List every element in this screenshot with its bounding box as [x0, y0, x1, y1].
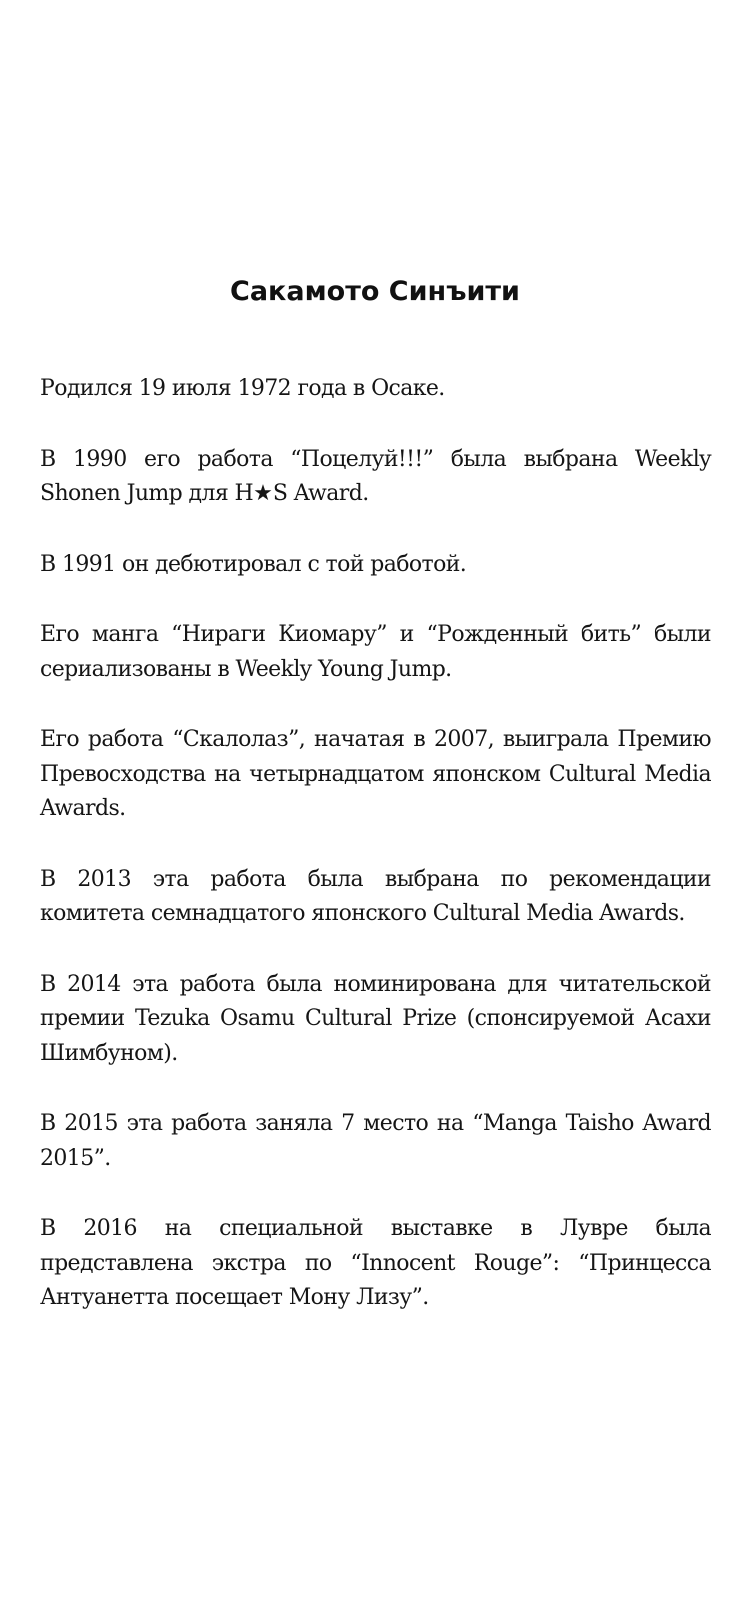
paragraph-2015: В 2015 эта работа заняла 7 место на “Manga Taisho Award 2015”. [40, 1111, 711, 1171]
paragraph-serialized: Его манга “Нираги Киомару” и “Рожденный бить” были сериализованы в Weekly Young Jump. [40, 622, 711, 682]
biography-text [40, 372, 711, 1352]
paragraph-birth: Родился 19 июля 1972 года в Осаке. [40, 376, 445, 401]
paragraph-1991: В 1991 он дебютировал с той работой. [40, 551, 467, 577]
document-title: Сакамото Синъити [230, 276, 520, 307]
paragraph-2016: В 2016 на специальной выставке в Лувре была представлена экстра по “Innocent Rouge”: “Принцесса Антуанетта посещает Мону Лизу”. [40, 1216, 711, 1310]
paragraph-2007: Его работа “Скалолаз”, начатая в 2007, выиграла Премию Превосходства на четырнадцатом японском Cultural Media Awards. [40, 727, 711, 821]
star-icon: ★ [253, 481, 273, 506]
paragraph-1990-text: В 1990 его работа “Поцелуй!!!” была выбрана Weekly Shonen Jump для H [40, 446, 711, 506]
paragraph-1990 [40, 443, 711, 512]
paragraph-1990-award: S Award. [272, 481, 369, 506]
paragraph-2014: В 2014 эта работа была номинирована для читательской премии Tezuka Osamu Cultural Prize (спонсируемой Асахи Шимбуном). [40, 971, 711, 1066]
paragraph-2013: В 2013 эта работа была выбрана по рекомендации комитета семнадцатого японского Cultural Media Awards. [40, 866, 711, 926]
